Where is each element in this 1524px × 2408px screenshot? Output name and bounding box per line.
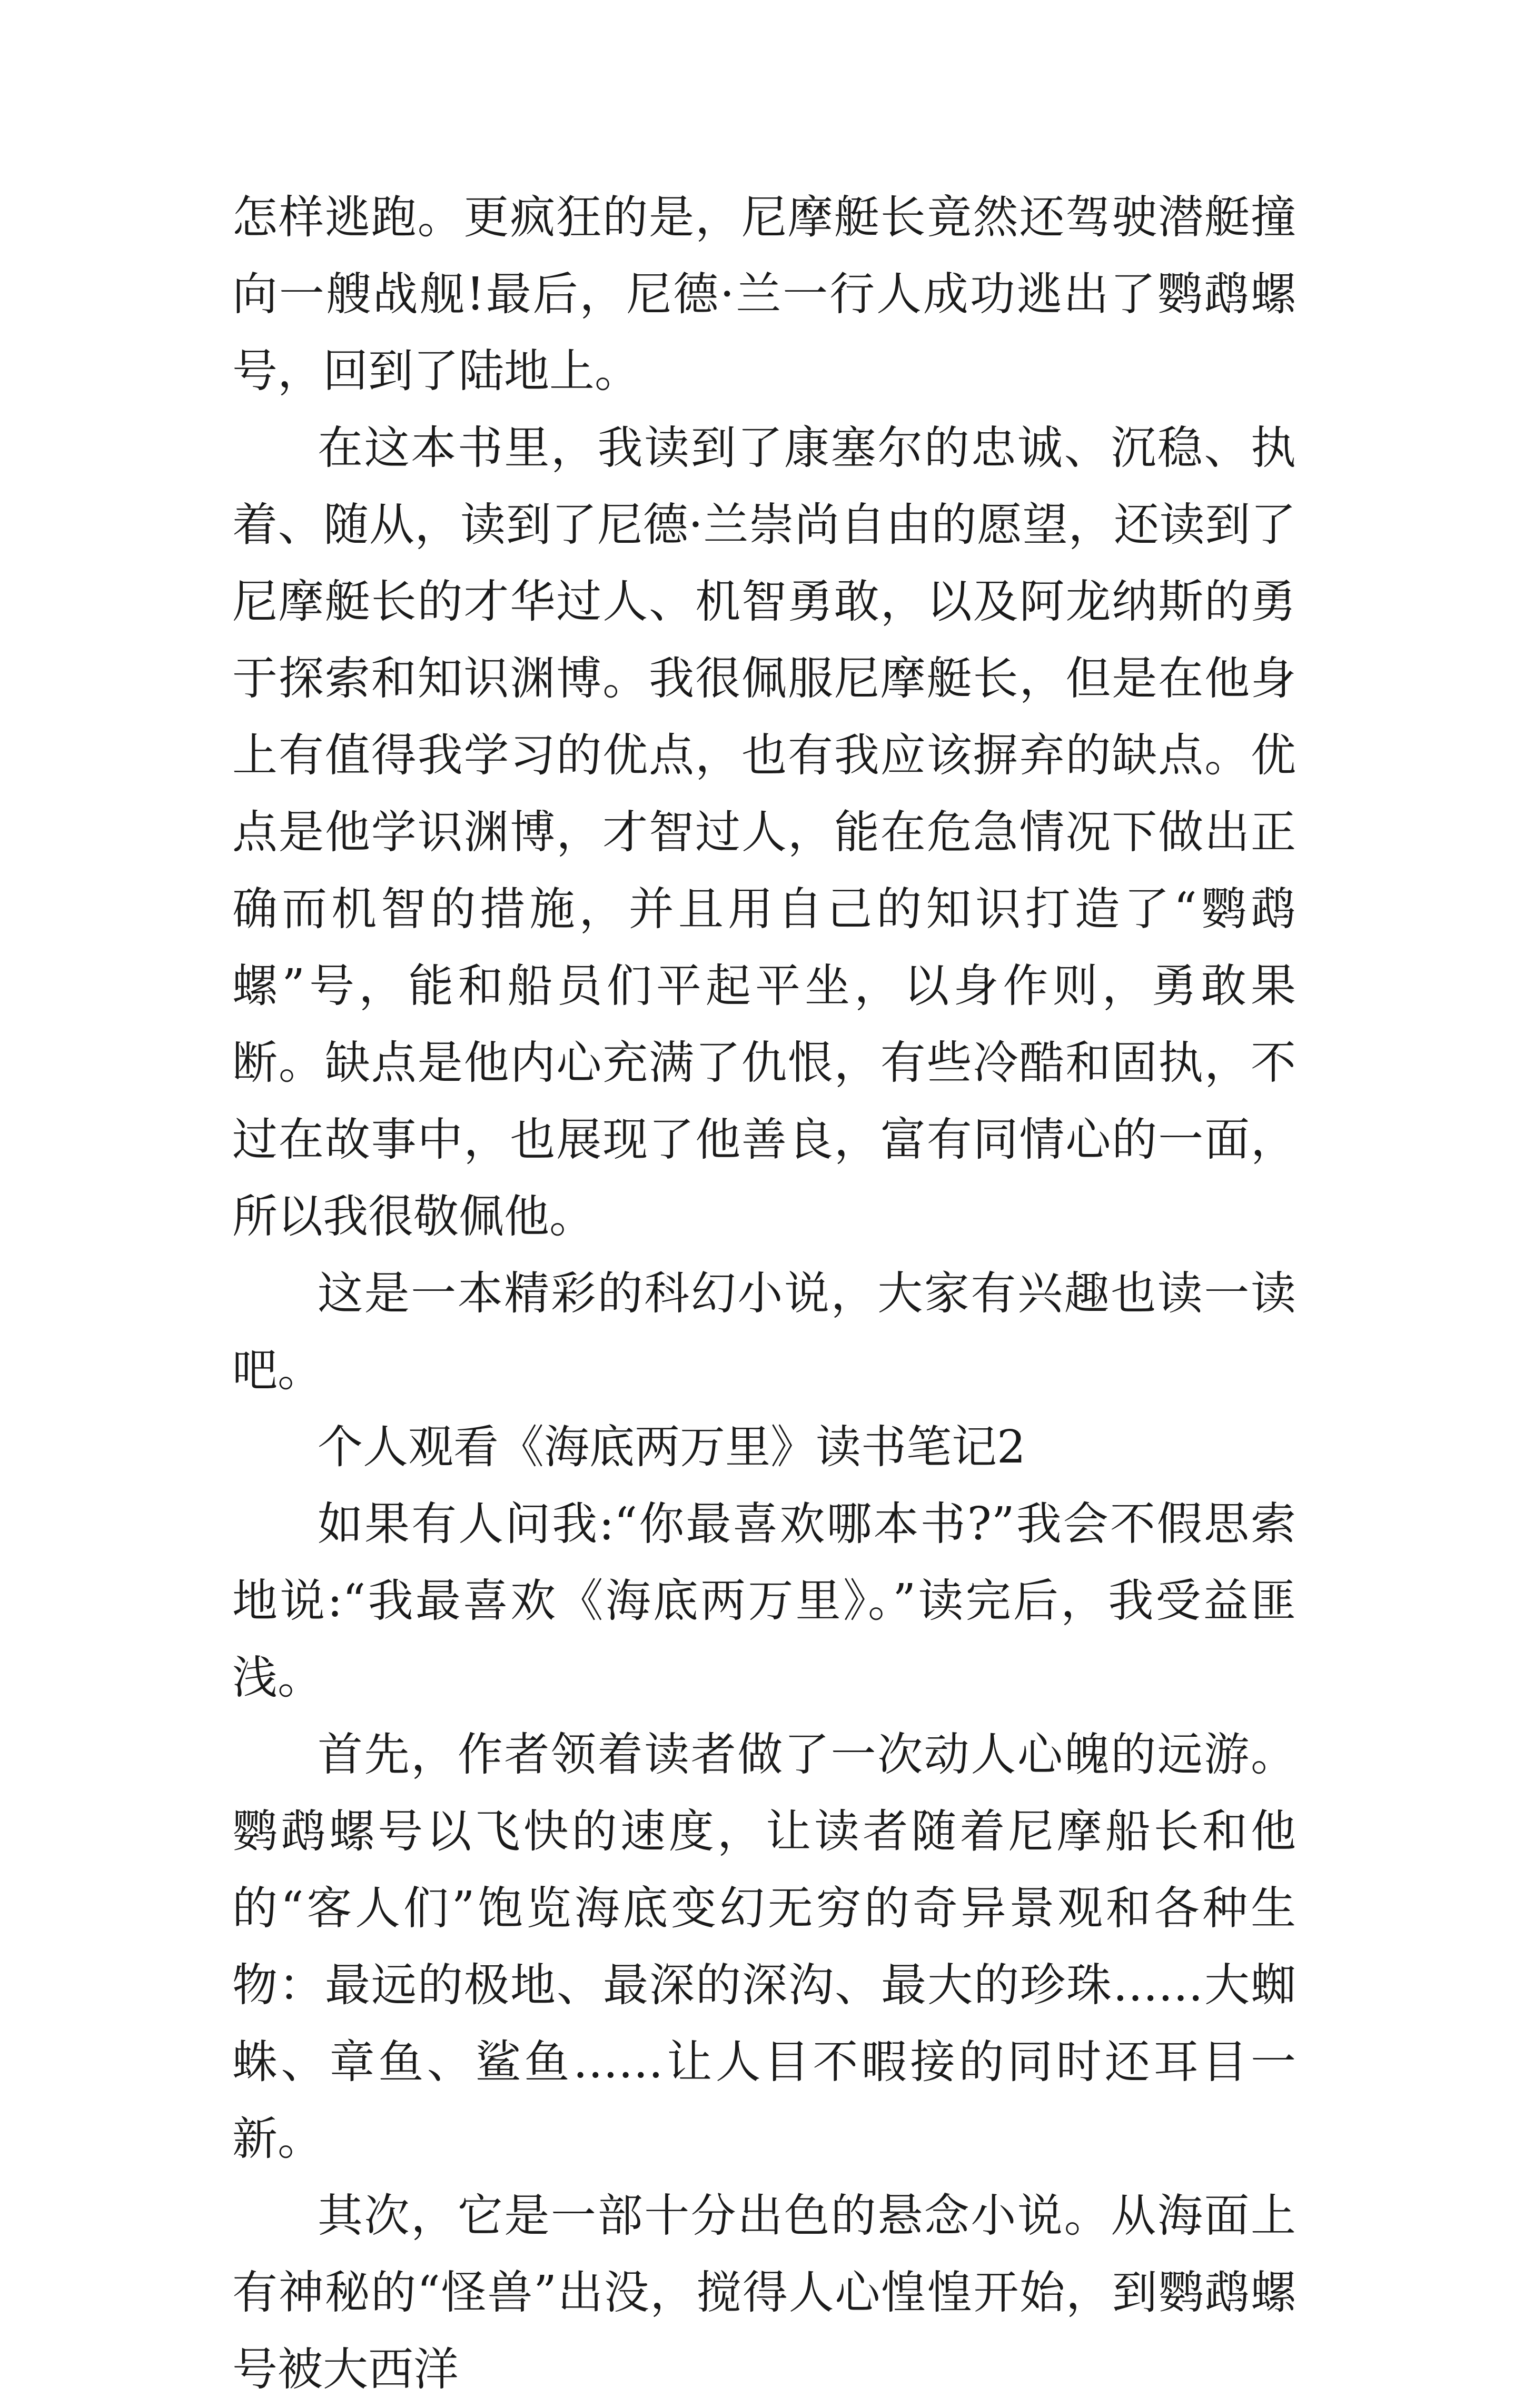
paragraph-reflection: 在这本书里，我读到了康塞尔的忠诚、沉稳、执着、随从，读到了尼德·兰崇尚自由的愿望，还读到了尼摩艇长的才华过人、机智勇敢，以及阿龙纳斯的勇于探索和知识渊博。我很佩服尼摩艇长，但是在他身上有值得我学习的优点，也有我应该摒弃的缺点。优点是他学识渊博，才智过人，能在危急情况下做出正确而机智的措施，并且用自己的知识打造了“鹦鹉螺”号，能和船员们平起平坐，以身作则，勇敢果断。缺点是他内心充满了仇恨，有些冷酷和固执，不过在故事中，也展现了他善良，富有同情心的一面，所以我很敬佩他。: [232, 422, 1296, 1243]
paragraph-recommendation: 这是一本精彩的科幻小说，大家有兴趣也读一读吧。: [232, 1267, 1296, 1397]
paragraph-favorite-book: 如果有人问我:“你最喜欢哪本书?”我会不假思索地说:“我最喜欢《海底两万里》。”读完后，我受益匪浅。: [232, 1498, 1296, 1704]
paragraph-journey: 首先，作者领着读者做了一次动人心魄的远游。鹦鹉螺号以飞快的速度，让读者随着尼摩船长和他的“客人们”饱览海底变幻无穷的奇异景观和各种生物：最远的极地、最深的深沟、最大的珍珠……大蜘蛛、章鱼、鲨鱼……让人目不暇接的同时还耳目一新。: [232, 1728, 1296, 2165]
paragraph-suspense: 其次，它是一部十分出色的悬念小说。从海面上有神秘的“怪兽”出没，搅得人心惶惶开始，到鹦鹉螺号被大西洋: [232, 2190, 1296, 2396]
paragraph-escape: 怎样逃跑。更疯狂的是，尼摩艇长竟然还驾驶潜艇撞向一艘战舰!最后，尼德·兰一行人成功逃出了鹦鹉螺号，回到了陆地上。: [232, 191, 1296, 397]
body-text: [232, 179, 1296, 2408]
section-heading: 个人观看《海底两万里》读书笔记2: [318, 1421, 1026, 1474]
